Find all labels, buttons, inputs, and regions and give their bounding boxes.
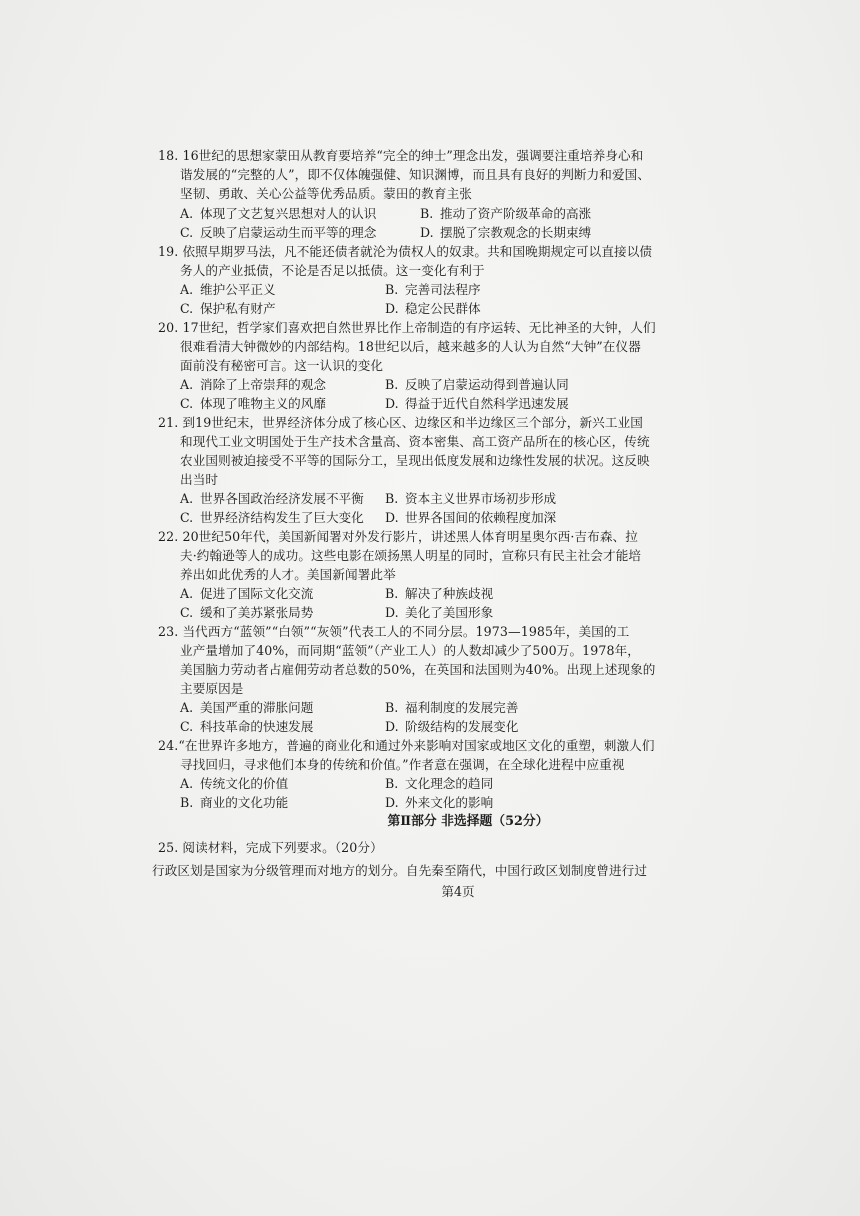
question-stem-line: 业产量增加了40%，而同期“蓝领”（产业工人）的人数却减少了500万。1978年，	[180, 643, 640, 658]
option-b	[385, 698, 645, 717]
option-text: 世界经济结构发生了巨大变化	[200, 510, 364, 525]
option-b	[385, 774, 645, 793]
option-letter: A.	[180, 700, 194, 715]
option-letter: A.	[180, 206, 194, 221]
option-text: 解决了种族歧视	[405, 586, 494, 601]
option-c	[180, 717, 385, 736]
options-grid	[158, 584, 758, 622]
option-text: 传统文化的价值	[200, 776, 289, 791]
option-letter: C.	[180, 225, 194, 240]
question-number: 24.	[158, 738, 179, 753]
option-text: 消除了上帝崇拜的观念	[200, 377, 326, 392]
option-a	[180, 204, 420, 223]
question-stem-line: 务人的产业抵债，不论是否足以抵债。这一变化有利于	[180, 263, 485, 278]
question-19	[158, 242, 758, 318]
section-title: 第Ⅱ部分 非选择题（52分）	[387, 814, 549, 829]
stem-text: 20世纪50年代，美国新闻署对外发行影片，讲述黑人体育明星奥尔西·吉布森、拉	[182, 529, 638, 544]
option-letter: B.	[385, 776, 399, 791]
option-text: 资本主义世界市场初步形成	[405, 491, 557, 506]
option-d	[385, 394, 645, 413]
option-b	[385, 375, 645, 394]
option-text: 美化了美国形象	[405, 605, 494, 620]
options-grid	[158, 204, 758, 242]
option-b	[385, 489, 645, 508]
option-text: 推动了资产阶级革命的高涨	[440, 206, 592, 221]
question-number: 21.	[158, 415, 179, 430]
option-letter: D.	[385, 396, 399, 411]
option-letter: B.	[385, 282, 399, 297]
options-grid	[158, 489, 758, 527]
question-stem-line: 谐发展的“完整的人”，即不仅体魄强健、知识渊博，而且具有良好的判断力和爱国、	[180, 167, 651, 182]
options-grid	[158, 774, 758, 812]
option-text: 文化理念的趋同	[405, 776, 494, 791]
option-letter: B.	[385, 586, 399, 601]
option-text: 商业的文化功能	[200, 795, 289, 810]
option-c	[180, 603, 385, 622]
option-a	[180, 375, 385, 394]
option-letter: A.	[180, 776, 194, 791]
option-letter: B.	[180, 795, 194, 810]
question-stem-line: 坚韧、勇敢、关心公益等优秀品质。蒙田的教育主张	[180, 186, 472, 201]
option-d	[385, 793, 645, 812]
question-number: 23.	[158, 624, 179, 639]
stem-text: 依照早期罗马法，凡不能还债者就沦为债权人的奴隶。共和国晚期规定可以直接以债	[182, 244, 653, 259]
question-stem-line: 农业国则被迫接受不平等的国际分工，呈现出低度发展和边缘性发展的状况。这反映	[180, 453, 650, 468]
option-letter: D.	[420, 225, 434, 240]
question-stem-line: 美国脑力劳动者占雇佣劳动者总数的50%，在英国和法国则为40%。出现上述现象的	[180, 662, 656, 677]
option-c	[180, 508, 385, 527]
question-18	[158, 146, 758, 242]
stem-text: “在世界许多地方，普遍的商业化和通过外来影响对国家或地区文化的重塑，刺激人们	[178, 738, 655, 753]
option-letter: D.	[385, 719, 399, 734]
option-c	[180, 394, 385, 413]
question-stem-line: 出当时	[180, 472, 219, 487]
option-a	[180, 774, 385, 793]
question-stem-line	[158, 527, 758, 546]
question-stem-line: 寻找回归，寻求他们本身的传统和价值。”作者意在强调，在全球化进程中应重视	[180, 757, 625, 772]
page-number: 第4页	[441, 884, 475, 899]
question-stem-line	[158, 622, 758, 641]
question-25-heading: 25. 阅读材料，完成下列要求。（20分）	[158, 840, 383, 855]
option-letter: C.	[180, 396, 194, 411]
option-text: 促进了国际文化交流	[200, 586, 314, 601]
option-a	[180, 489, 385, 508]
option-text: 保护私有财产	[200, 301, 276, 316]
question-stem-line	[158, 413, 758, 432]
stem-text: 16世纪的思想家蒙田从教育要培养“完全的绅士”理念出发，强调要注重培养身心和	[182, 148, 644, 163]
question-stem-line	[158, 146, 758, 165]
option-text: 美国严重的滞胀问题	[200, 700, 314, 715]
stem-text: 17世纪，哲学家们喜欢把自然世界比作上帝制造的有序运转、无比神圣的大钟，人们	[182, 320, 656, 335]
question-stem-line	[158, 736, 758, 755]
option-text: 反映了启蒙运动生而平等的理念	[200, 225, 377, 240]
option-letter: D.	[385, 301, 399, 316]
options-grid	[158, 375, 758, 413]
question-20	[158, 318, 758, 413]
option-text: 完善司法程序	[405, 282, 481, 297]
option-c	[180, 299, 385, 318]
option-letter: C.	[180, 510, 194, 525]
option-letter: A.	[180, 491, 194, 506]
question-number: 19.	[158, 244, 179, 259]
question-21	[158, 413, 758, 527]
option-d	[385, 603, 645, 622]
option-a	[180, 280, 385, 299]
option-text: 体现了文艺复兴思想对人的认识	[200, 206, 377, 221]
option-text: 缓和了美苏紧张局势	[200, 605, 314, 620]
option-d	[420, 223, 680, 242]
option-text: 稳定公民群体	[405, 301, 481, 316]
option-a	[180, 584, 385, 603]
option-text: 反映了启蒙运动得到普遍认同	[405, 377, 569, 392]
option-a	[180, 698, 385, 717]
question-25-text: 行政区划是国家为分级管理而对地方的划分。自先秦至隋代，中国行政区划制度曾进行过	[152, 863, 648, 878]
option-text: 得益于近代自然科学迅速发展	[405, 396, 569, 411]
option-letter: B.	[385, 700, 399, 715]
option-letter: B.	[420, 206, 434, 221]
stem-text: 到19世纪末，世界经济体分成了核心区、边缘区和半边缘区三个部分，新兴工业国	[182, 415, 643, 430]
option-letter: C.	[180, 719, 194, 734]
option-text: 世界各国间的依赖程度加深	[405, 510, 557, 525]
question-23	[158, 622, 758, 736]
options-grid	[158, 698, 758, 736]
question-stem-line	[158, 242, 758, 261]
question-stem-line: 夫·约翰逊等人的成功。这些电影在颂扬黑人明星的同时，宣称只有民主社会才能培	[180, 548, 642, 563]
question-stem-line	[158, 318, 758, 337]
option-letter: A.	[180, 282, 194, 297]
option-text: 阶级结构的发展变化	[405, 719, 519, 734]
option-text: 科技革命的快速发展	[200, 719, 314, 734]
question-stem-line: 面前没有秘密可言。这一认识的变化	[180, 358, 384, 373]
question-number: 22.	[158, 529, 179, 544]
question-22	[158, 527, 758, 622]
option-d	[385, 717, 645, 736]
option-text: 体现了唯物主义的风靡	[200, 396, 326, 411]
option-c	[180, 793, 385, 812]
question-stem-line: 主要原因是	[180, 681, 244, 696]
option-letter: D.	[385, 605, 399, 620]
option-letter: B.	[385, 491, 399, 506]
option-letter: A.	[180, 586, 194, 601]
option-letter: C.	[180, 605, 194, 620]
option-text: 世界各国政治经济发展不平衡	[200, 491, 364, 506]
option-text: 摆脱了宗教观念的长期束缚	[440, 225, 592, 240]
option-b	[420, 204, 680, 223]
option-b	[385, 584, 645, 603]
option-d	[385, 299, 645, 318]
option-letter: D.	[385, 510, 399, 525]
option-text: 维护公平正义	[200, 282, 276, 297]
question-number: 18.	[158, 148, 179, 163]
option-letter: D.	[385, 795, 399, 810]
exam-content	[152, 146, 758, 902]
option-letter: A.	[180, 377, 194, 392]
stem-text: 当代西方“蓝领”“白领”“灰领”代表工人的不同分层。1973—1985年，美国的工	[182, 624, 630, 639]
option-b	[385, 280, 645, 299]
option-letter: C.	[180, 301, 194, 316]
options-grid	[158, 280, 758, 318]
question-stem-line: 和现代工业文明国处于生产技术含量高、资本密集、高工资产品所在的核心区，传统	[180, 434, 650, 449]
option-letter: B.	[385, 377, 399, 392]
option-c	[180, 223, 420, 242]
option-text: 外来文化的影响	[405, 795, 494, 810]
question-24	[158, 736, 758, 812]
option-text: 福利制度的发展完善	[405, 700, 519, 715]
question-stem-line: 养出如此优秀的人才。美国新闻署此举	[180, 567, 396, 582]
question-number: 20.	[158, 320, 179, 335]
option-d	[385, 508, 645, 527]
question-stem-line: 很难看清大钟微妙的内部结构。18世纪以后，越来越多的人认为自然“大钟”在仪器	[180, 339, 641, 354]
